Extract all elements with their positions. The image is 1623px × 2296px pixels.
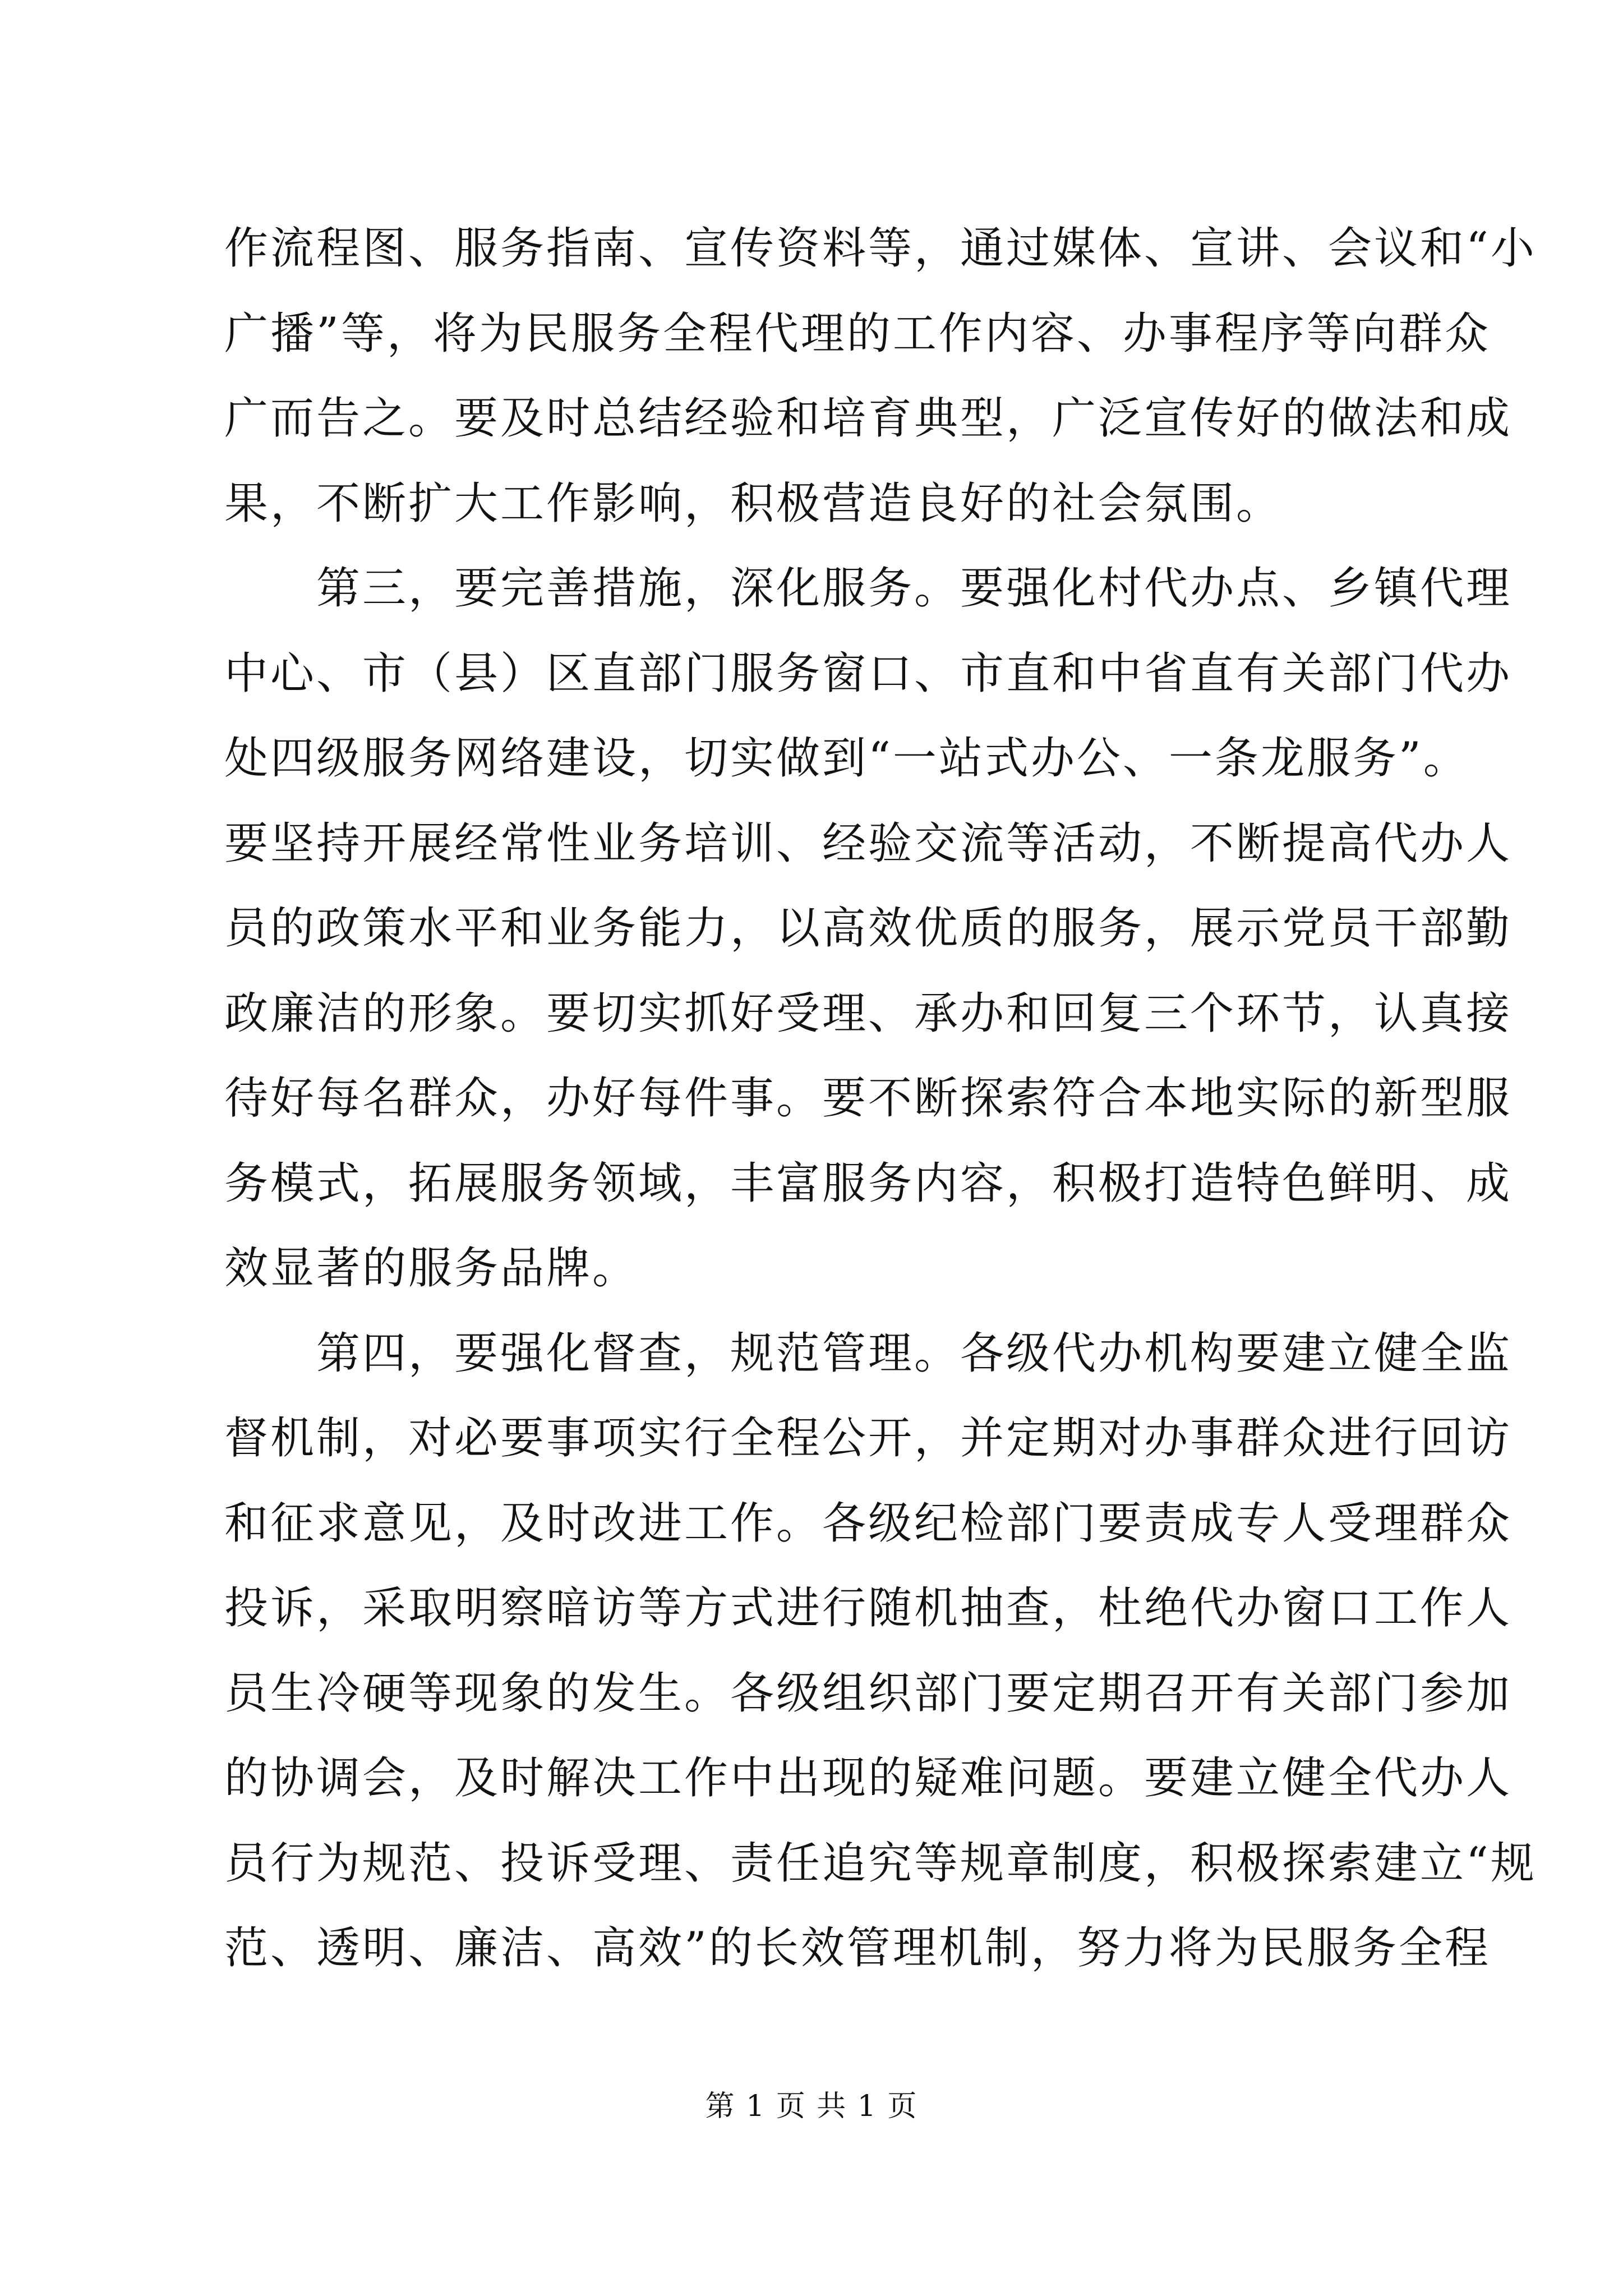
text-line: 员行为规范、投诉受理、责任追究等规章制度，积极探索建立“规 xyxy=(224,1838,1537,1889)
text-line: 广而告之。要及时总结经验和培育典型，广泛宣传好的做法和成 xyxy=(224,393,1513,444)
text-line: 范、透明、廉洁、高效”的长效管理机制，努力将为民服务全程 xyxy=(224,1923,1491,1973)
text-line: 要坚持开展经常性业务培训、经验交流等活动，不断提高代办人 xyxy=(224,818,1513,869)
text-line: 务模式，拓展服务领域，丰富服务内容，积极打造特色鲜明、成 xyxy=(224,1158,1513,1209)
text-line: 投诉，采取明察暗访等方式进行随机抽查，杜绝代办窗口工作人 xyxy=(224,1583,1513,1634)
text-line: 作流程图、服务指南、宣传资料等，通过媒体、宣讲、会议和“小 xyxy=(224,223,1537,274)
text-line: 效显著的服务品牌。 xyxy=(224,1243,639,1294)
page-footer: 第 1 页 共 1 页 xyxy=(705,2090,918,2123)
text-line: 和征求意见，及时改进工作。各级纪检部门要责成专人受理群众 xyxy=(224,1498,1513,1549)
text-line: 待好每名群众，办好每件事。要不断探索符合本地实际的新型服 xyxy=(224,1073,1513,1124)
text-line: 的协调会，及时解决工作中出现的疑难问题。要建立健全代办人 xyxy=(224,1753,1513,1803)
text-line: 广播”等，将为民服务全程代理的工作内容、办事程序等向群众 xyxy=(224,308,1491,359)
text-line: 第三，要完善措施，深化服务。要强化村代办点、乡镇代理 xyxy=(224,563,1513,614)
text-line: 员的政策水平和业务能力，以高效优质的服务，展示党员干部勤 xyxy=(224,903,1513,954)
text-line: 第四，要强化督查，规范管理。各级代办机构要建立健全监 xyxy=(224,1328,1513,1379)
text-line: 员生冷硬等现象的发生。各级组织部门要定期召开有关部门参加 xyxy=(224,1668,1513,1719)
text-line: 中心、市（县）区直部门服务窗口、市直和中省直有关部门代办 xyxy=(224,648,1513,699)
text-line: 处四级服务网络建设，切实做到“一站式办公、一条龙服务”。 xyxy=(224,733,1469,784)
text-line: 督机制，对必要事项实行全程公开，并定期对办事群众进行回访 xyxy=(224,1413,1513,1464)
body-text xyxy=(224,206,1537,1991)
text-line: 果，不断扩大工作影响，积极营造良好的社会氛围。 xyxy=(224,478,1283,529)
text-line: 政廉洁的形象。要切实抓好受理、承办和回复三个环节，认真接 xyxy=(224,988,1513,1039)
